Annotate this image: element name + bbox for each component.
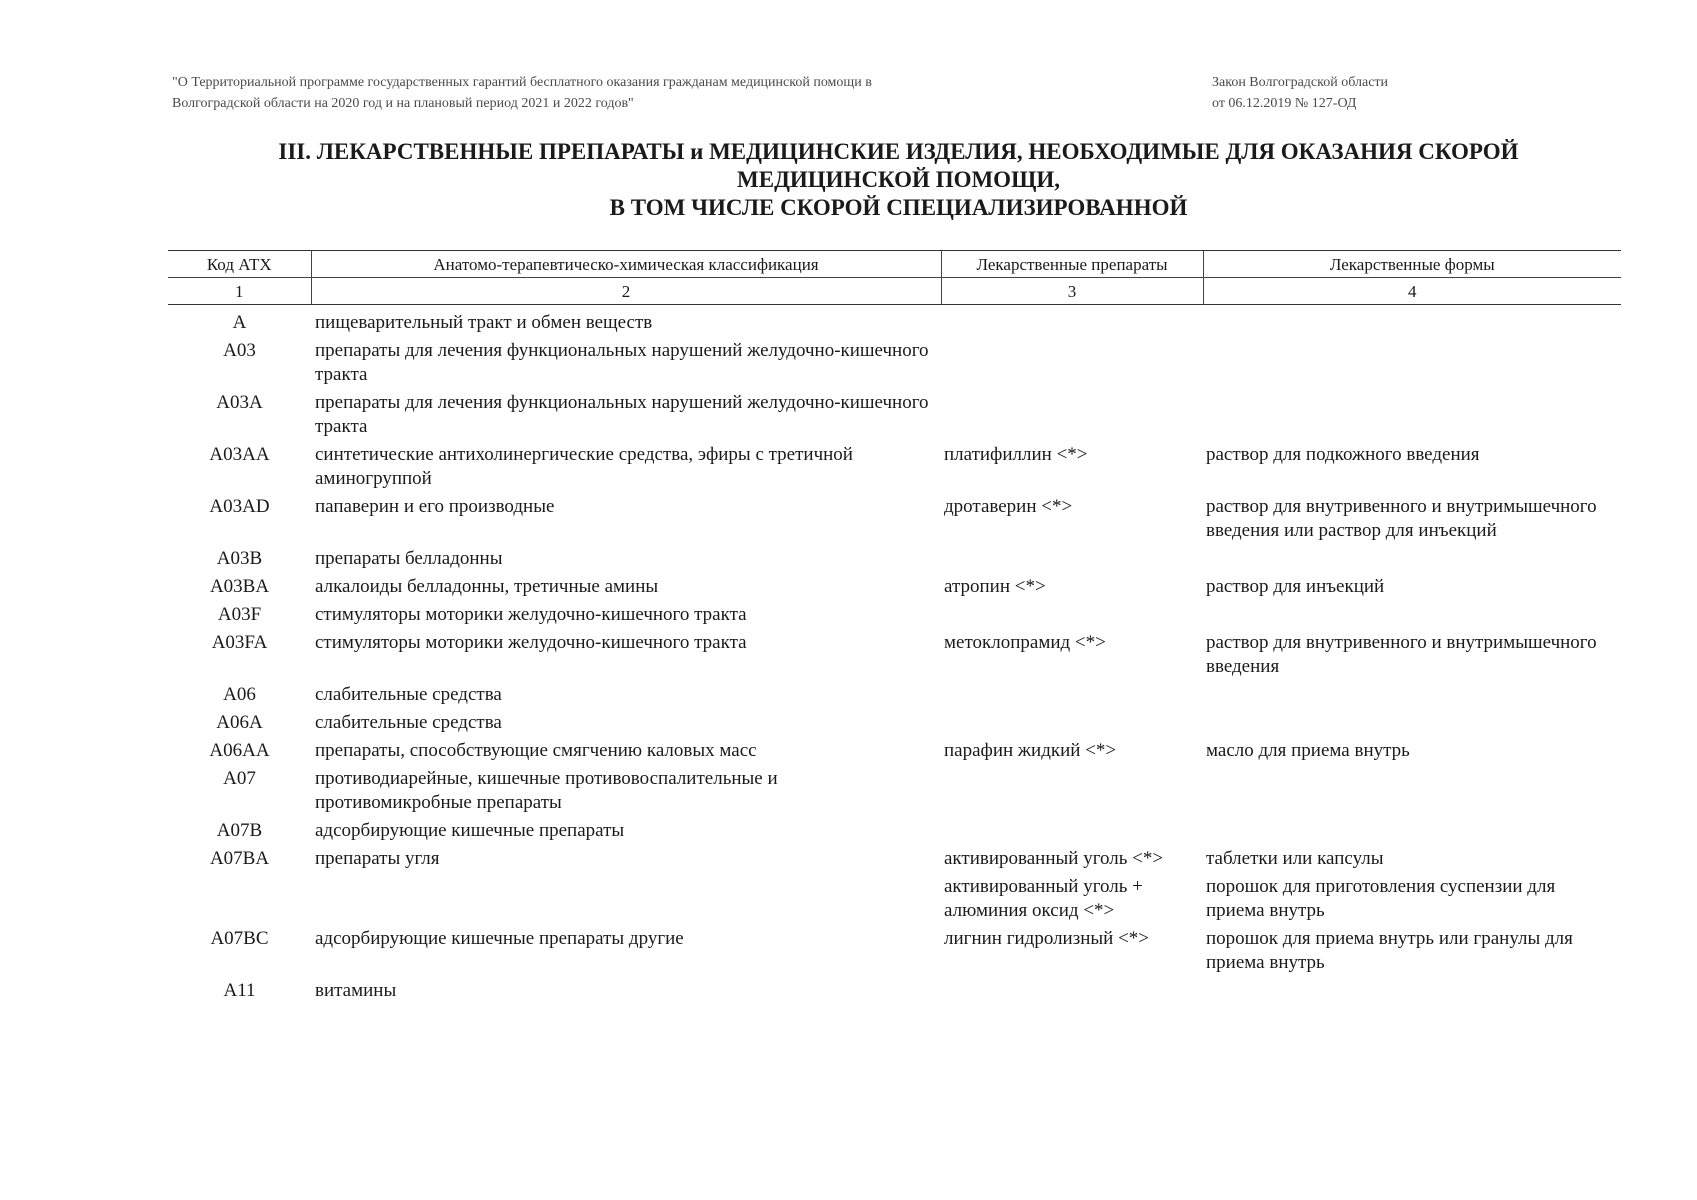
drug-cell [941, 336, 1203, 388]
drug-cell [941, 680, 1203, 708]
table-row [168, 872, 1621, 924]
section-title-line-3: В ТОМ ЧИСЛЕ СКОРОЙ СПЕЦИАЛИЗИРОВАННОЙ [609, 195, 1188, 220]
header-left-line-1: "О Территориальной программе государственных гарантий бесплатного оказания гражданам медицинской помощи в [172, 75, 872, 90]
atc-code-cell: A03AA [209, 444, 270, 465]
classification-cell: препараты для лечения функциональных нарушений желудочно-кишечного тракта [315, 392, 929, 437]
column-number-4: 4 [1203, 278, 1621, 305]
classification-cell: препараты угля [315, 848, 440, 869]
classification-cell: слабительные средства [315, 684, 502, 705]
atc-code-cell: A06A [216, 712, 263, 733]
drug-cell: дротаверин <*> [944, 496, 1073, 517]
drug-cell: платифиллин <*> [944, 444, 1088, 465]
form-cell: таблетки или капсулы [1206, 848, 1384, 869]
table-row [168, 680, 1621, 708]
drug-cell: атропин <*> [944, 576, 1046, 597]
table-row [168, 492, 1621, 544]
drug-cell: активированный уголь <*> [944, 848, 1164, 869]
classification-cell: слабительные средства [315, 712, 502, 733]
section-title [172, 138, 1625, 222]
classification-cell: стимуляторы моторики желудочно-кишечного тракта [315, 604, 747, 625]
table-row [168, 600, 1621, 628]
column-header-forms: Лекарственные формы [1203, 251, 1621, 278]
atc-code-cell: A03AD [209, 496, 270, 517]
drug-cell: парафин жидкий <*> [944, 740, 1117, 761]
table-row [168, 844, 1621, 872]
atc-code-cell: A07BA [209, 848, 270, 869]
table-row [168, 440, 1621, 492]
form-cell [1203, 600, 1621, 628]
form-cell [1203, 544, 1621, 572]
table-row [168, 628, 1621, 680]
drug-cell [941, 816, 1203, 844]
drug-cell [941, 544, 1203, 572]
form-cell [1203, 976, 1621, 1004]
form-cell: раствор для инъекций [1206, 576, 1385, 597]
classification-cell: стимуляторы моторики желудочно-кишечного тракта [315, 632, 747, 653]
atc-code-cell: A03B [216, 548, 263, 569]
atc-code-cell: A03FA [211, 632, 268, 653]
atc-code-cell: A03 [223, 340, 256, 361]
drug-cell [941, 764, 1203, 816]
classification-cell: витамины [315, 980, 397, 1001]
table-row [168, 736, 1621, 764]
column-number-2: 2 [311, 278, 941, 305]
atc-code-cell: A06AA [209, 740, 270, 761]
table-row [168, 572, 1621, 600]
form-cell: раствор для подкожного введения [1206, 444, 1480, 465]
table-row [168, 924, 1621, 976]
classification-cell: препараты белладонны [315, 548, 503, 569]
form-cell [1203, 336, 1621, 388]
classification-cell: препараты, способствующие смягчению каловых масс [315, 740, 757, 761]
atc-code-cell: A07 [223, 768, 256, 789]
atc-code-cell [168, 872, 311, 924]
form-cell: раствор для внутривенного и внутримышечного введения [1206, 632, 1597, 677]
atc-code-cell: A06 [223, 684, 256, 705]
form-cell [1203, 708, 1621, 736]
section-title-line-1: III. ЛЕКАРСТВЕННЫЕ ПРЕПАРАТЫ и МЕДИЦИНСКИЕ ИЗДЕЛИЯ, НЕОБХОДИМЫЕ ДЛЯ ОКАЗАНИЯ СКОРОЙ [278, 139, 1519, 164]
drug-cell [941, 976, 1203, 1004]
document-reference [172, 72, 1032, 114]
classification-cell: алкалоиды белладонны, третичные амины [315, 576, 659, 597]
header-right-line-1: Закон Волгоградской области [1212, 75, 1389, 90]
classification-cell: папаверин и его производные [315, 496, 555, 517]
form-cell [1203, 680, 1621, 708]
law-reference [1212, 72, 1502, 114]
atc-code-cell: A07BC [210, 928, 269, 949]
drug-cell [941, 708, 1203, 736]
table-row [168, 336, 1621, 388]
column-header-drugs: Лекарственные препараты [941, 251, 1203, 278]
drug-cell: метоклопрамид <*> [944, 632, 1106, 653]
form-cell: порошок для приема внутрь или гранулы для приема внутрь [1206, 928, 1573, 973]
atc-code-cell: A11 [223, 980, 256, 1001]
table-column-number-row [168, 278, 1621, 305]
column-number-1: 1 [168, 278, 311, 305]
table-row [168, 976, 1621, 1004]
classification-cell: препараты для лечения функциональных нарушений желудочно-кишечного тракта [315, 340, 929, 385]
table-row [168, 708, 1621, 736]
table-row [168, 544, 1621, 572]
header-left-line-2: Волгоградской области на 2020 год и на плановый период 2021 и 2022 годов" [172, 96, 634, 111]
classification-cell: адсорбирующие кишечные препараты другие [315, 928, 684, 949]
column-header-atc-code: Код АТХ [168, 251, 311, 278]
drug-cell [941, 305, 1203, 337]
classification-cell: противодиарейные, кишечные противовоспалительные и противомикробные препараты [315, 768, 778, 813]
table-row [168, 388, 1621, 440]
atc-code-cell: A [232, 312, 247, 333]
form-cell [1203, 816, 1621, 844]
drug-cell [941, 388, 1203, 440]
form-cell: масло для приема внутрь [1206, 740, 1410, 761]
form-cell [1203, 764, 1621, 816]
table-row [168, 305, 1621, 337]
drug-cell: активированный уголь + алюминия оксид <*> [944, 876, 1143, 921]
drug-cell [941, 600, 1203, 628]
form-cell: раствор для внутривенного и внутримышечного введения или раствор для инъекций [1206, 496, 1597, 541]
table-row [168, 816, 1621, 844]
page-header [172, 72, 1497, 116]
atc-code-cell: A03BA [209, 576, 270, 597]
header-right-line-2: от 06.12.2019 № 127-ОД [1212, 96, 1357, 111]
drug-cell: лигнин гидролизный <*> [944, 928, 1150, 949]
column-header-classification: Анатомо-терапевтическо-химическая классификация [311, 251, 941, 278]
atc-code-cell: A03A [216, 392, 263, 413]
column-number-3: 3 [941, 278, 1203, 305]
classification-cell: адсорбирующие кишечные препараты [315, 820, 625, 841]
classification-cell: синтетические антихолинергические средства, эфиры с третичной аминогруппой [315, 444, 853, 489]
form-cell [1203, 305, 1621, 337]
form-cell [1203, 388, 1621, 440]
table-header-row [168, 251, 1621, 278]
atc-code-cell: A03F [217, 604, 262, 625]
form-cell: порошок для приготовления суспензии для приема внутрь [1206, 876, 1556, 921]
table-row [168, 764, 1621, 816]
section-title-line-2: МЕДИЦИНСКОЙ ПОМОЩИ, [737, 167, 1060, 192]
medication-table [168, 250, 1621, 1004]
classification-cell: пищеварительный тракт и обмен веществ [315, 312, 653, 333]
classification-cell [311, 872, 941, 924]
atc-code-cell: A07B [216, 820, 263, 841]
